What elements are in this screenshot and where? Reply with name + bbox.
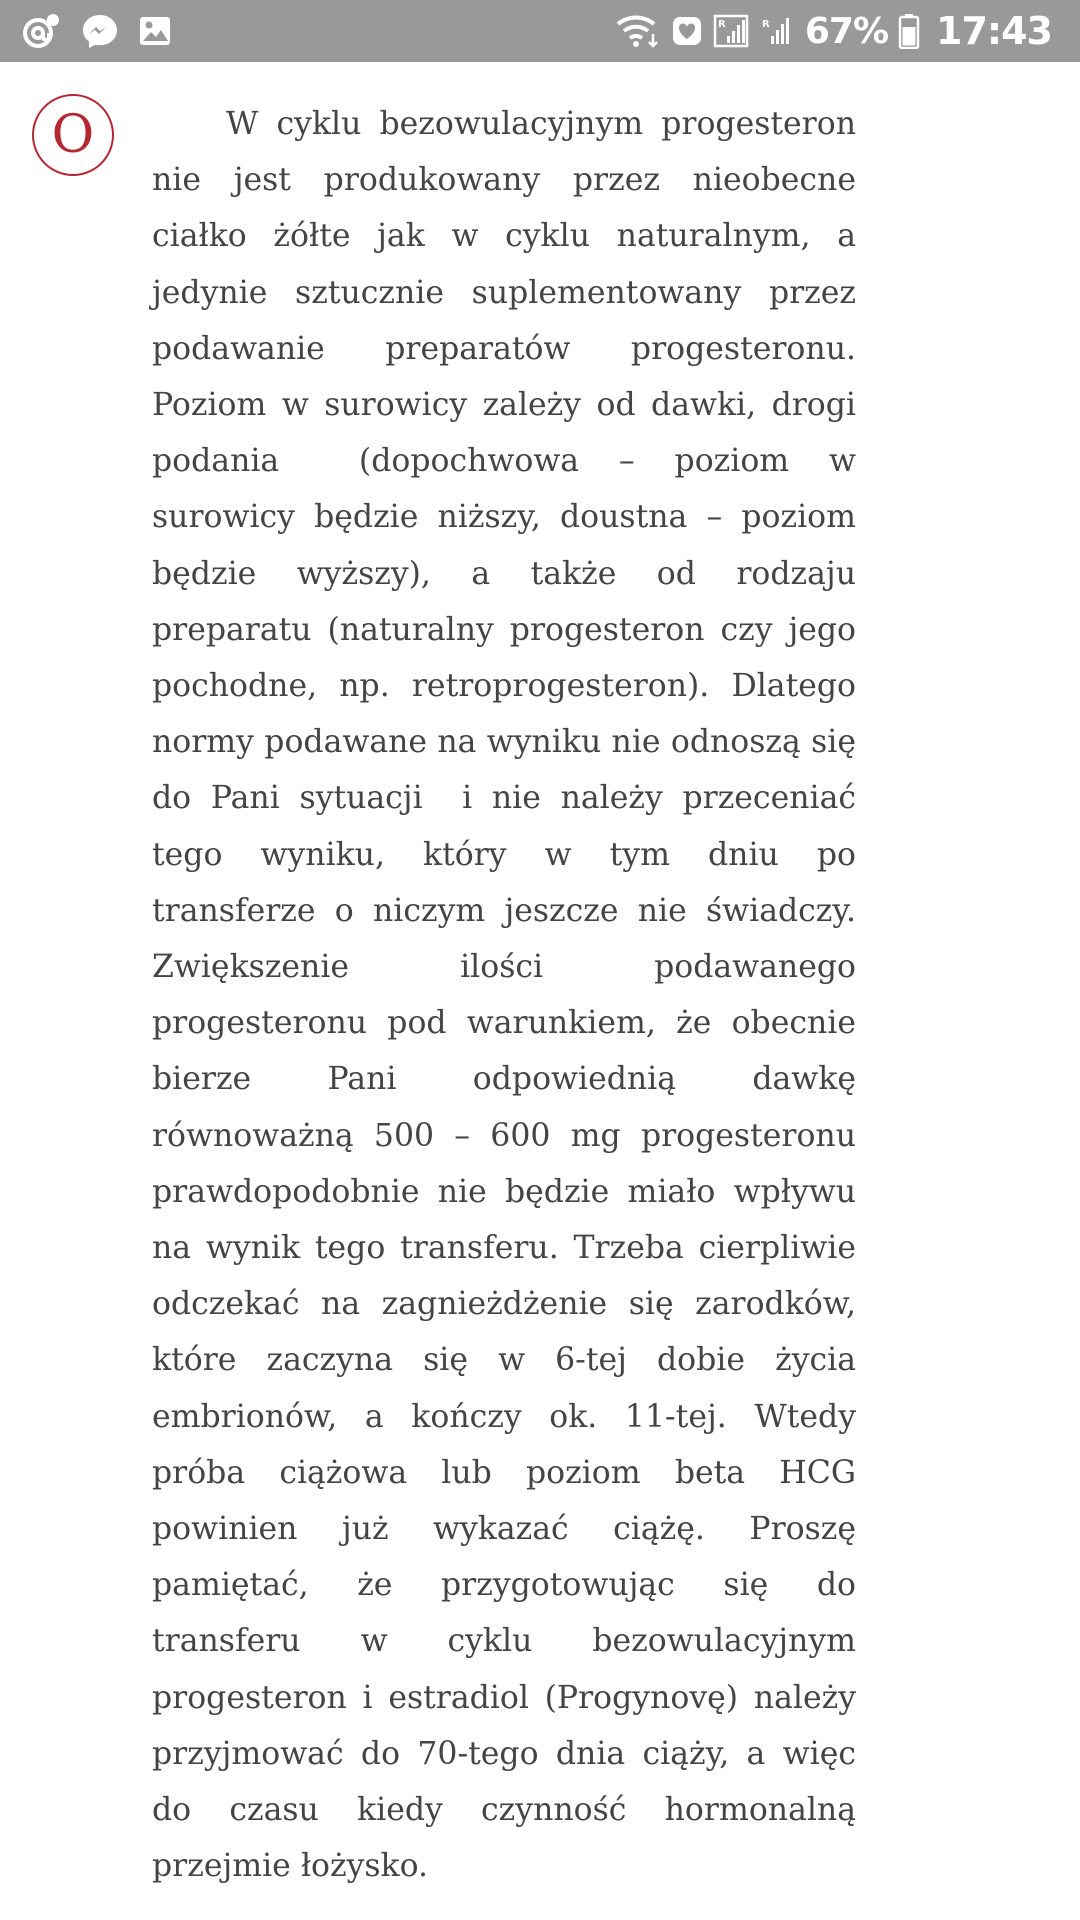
battery-icon — [898, 13, 920, 49]
status-bar-system — [615, 0, 1052, 62]
sim1-signal-icon — [713, 12, 749, 50]
heart-notification-icon — [671, 15, 703, 47]
mention-notification-icon — [20, 11, 62, 51]
status-bar-notifications — [20, 8, 172, 54]
status-bar — [0, 0, 1080, 62]
svg-text:R: R — [717, 19, 726, 30]
messenger-icon — [80, 11, 120, 51]
clock: 17:43 — [936, 9, 1052, 53]
comment-body: W cyklu bezowulacyjnym progesteron nie jest produkowany przez nieobecne ciałko żółte jak w cyklu naturalnym, a jedynie sztucznie suplementowany przez podawanie preparatów progesteronu. Poziom w surowicy zależy od dawki, drogi podania (dopochwowa – poziom w surowicy będzie niższy, doustna – poziom będzie wyższy), a także od rodzaju preparatu (naturalny progesteron czy jego pochodne, np. retroprogesteron). Dlatego normy podawane na wyniku nie odnoszą się do Pani sytuacji i nie należy przeceniać tego wyniku, który w tym dniu po transferze o niczym jeszcze nie świadczy. Zwiększenie ilości podawanego progesteronu pod warunkiem, że obecnie bierze Pani odpowiednią dawkę równoważną 500 – 600 mg progesteronu prawdopodobnie nie będzie miało wpływu na wynik tego transferu. Trzeba cierpliwie odczekać na zagnieżdżenie się zarodków, które zaczyna się w 6-tej dobie życia embrionów, a kończy ok. 11-tej. Wtedy próba ciążowa lub poziom beta HCG powinien już wykazać ciążę. Proszę pamiętać, że przygotowując się do transferu w cyklu bezowulacyjnym progesteron i estradiol (Progynovę) należy przyjmować do 70-tego dnia ciąży, a więc do czasu kiedy czynność hormonalną przejmie łożysko. — [152, 106, 867, 1885]
sim2-signal-icon — [759, 12, 795, 50]
svg-text:R: R — [761, 19, 770, 30]
wifi-icon — [615, 12, 661, 50]
battery-percent: 67% — [804, 10, 889, 52]
gallery-icon — [138, 14, 172, 48]
author-avatar[interactable]: O — [32, 94, 114, 176]
